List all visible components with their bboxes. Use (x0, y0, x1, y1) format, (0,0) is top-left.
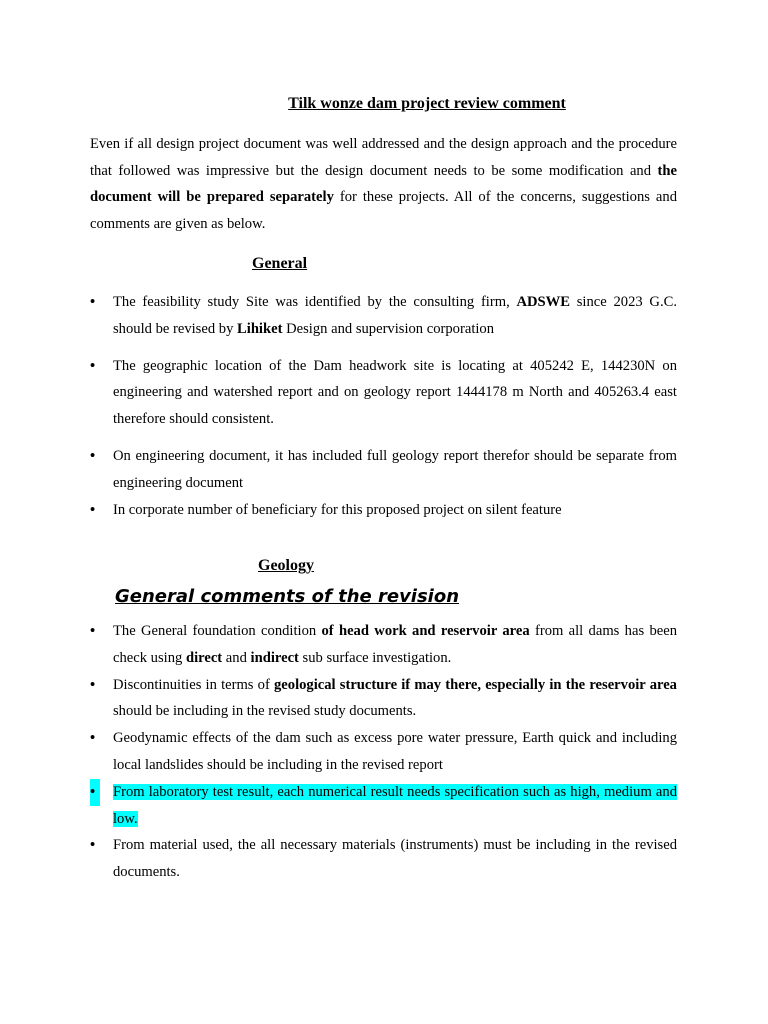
item-bold: ADSWE (516, 294, 570, 310)
item-text: since 2023 G.C. should be revised by (113, 294, 677, 337)
item-bold: of head work and reservoir area (321, 623, 530, 639)
bullet-icon: • (90, 447, 96, 464)
list-item (90, 832, 677, 886)
highlighted-list-item (90, 779, 677, 833)
item-text: The geographic location of the Dam headwork site is locating at 405242 E, 144230N on engineering and watershed report and on geology report 1444178 m North and 405263.4 east therefore should consistent. (113, 357, 677, 428)
bullet-icon: • (90, 779, 100, 806)
list-item (90, 443, 677, 497)
geology-subheading: General comments of the revision (115, 586, 460, 607)
item-text: On engineering document, it has included full geology report therefor should be separate from engineering document (113, 447, 677, 491)
item-text: The feasibility study Site was identified by the consulting firm, (113, 294, 517, 310)
bullet-icon: • (90, 676, 96, 693)
list-item (90, 725, 677, 779)
item-text: From material used, the all necessary materials (instruments) must be including in the revised documents. (113, 837, 677, 881)
general-list (90, 289, 677, 523)
intro-bold: the document will be prepared separately (90, 162, 677, 205)
item-bold: direct (185, 649, 223, 666)
geology-heading: Geology (258, 557, 314, 574)
item-text: should be including in the revised study documents. (113, 703, 417, 720)
intro-text-2: for these projects. All of the concerns, suggestions and comments are given as below. (90, 189, 677, 232)
bullet-icon: • (90, 837, 96, 854)
item-text: Discontinuities in terms of (113, 676, 274, 693)
bullet-icon: • (90, 501, 96, 518)
item-text: In corporate number of beneficiary for this proposed project on silent feature (113, 501, 562, 518)
highlighted-text: From laboratory test result, each numerical result needs specification such as high, medium and low. (113, 783, 677, 827)
item-bold: geological structure if may there, especially in the reservoir area (274, 676, 677, 693)
bullet-icon: • (90, 730, 96, 747)
list-item (90, 497, 677, 524)
item-text: Geodynamic effects of the dam such as excess pore water pressure, Earth quick and including local landslides should be including in the revised report (113, 730, 677, 773)
list-item (90, 618, 677, 672)
list-item (90, 289, 677, 343)
item-text: from all dams has been check using (113, 623, 677, 666)
document-title: Tilk wonze dam project review comment (288, 95, 566, 112)
bullet-icon: • (90, 294, 96, 310)
item-text: and (222, 649, 251, 666)
item-bold: indirect (250, 649, 299, 666)
bullet-icon: • (90, 623, 96, 639)
item-text: Design and supervision corporation (282, 320, 495, 337)
list-item (90, 672, 677, 726)
intro-paragraph (90, 131, 677, 237)
item-bold: Lihiket (237, 320, 283, 337)
item-text: The General foundation condition (113, 623, 322, 639)
intro-text-1: Even if all design project document was well addressed and the design approach and the procedure that followed was impressive but the design document needs to be some modification and (90, 136, 677, 179)
bullet-icon: • (90, 357, 96, 374)
geology-list (90, 618, 677, 886)
general-heading: General (252, 255, 308, 272)
list-item (90, 353, 677, 433)
item-text: sub surface investigation. (298, 649, 452, 666)
